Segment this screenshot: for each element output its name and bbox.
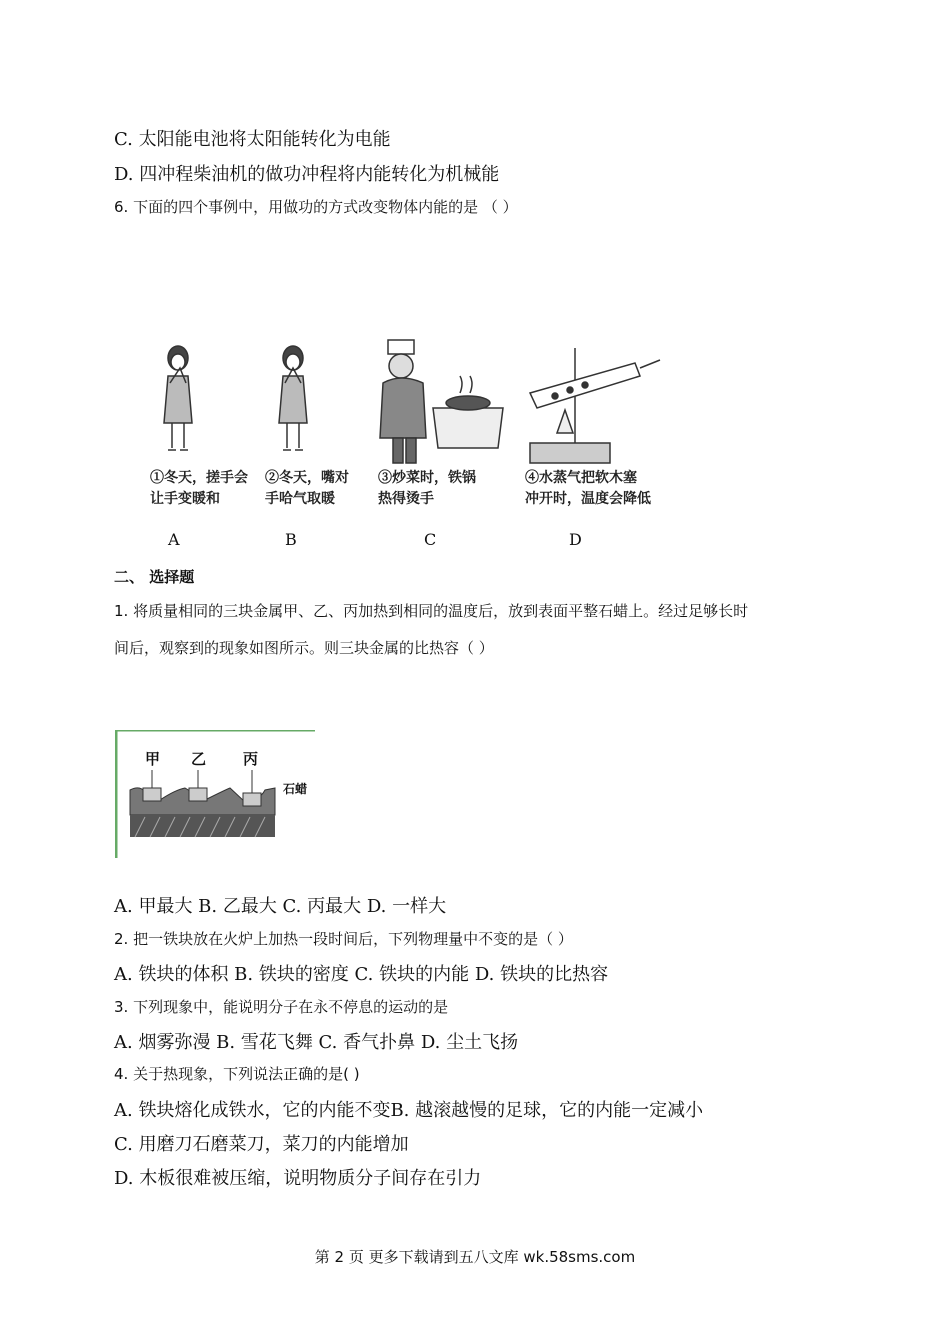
caption-a-line1: ①冬天，搓手会 xyxy=(150,470,248,486)
caption-d-line2: 冲开时，温度会降低 xyxy=(525,491,651,507)
option-d-line: D. 四冲程柴油机的做功冲程将内能转化为机械能 xyxy=(114,164,500,185)
girl-breathing-on-hands-figure xyxy=(279,346,307,450)
question-1-options: A. 甲最大 B. 乙最大 C. 丙最大 D. 一样大 xyxy=(114,896,447,917)
caption-a-line2: 让手变暖和 xyxy=(150,491,220,507)
page-footer: 第 2 页 更多下载请到五八文库 wk.58sms.com xyxy=(314,1248,636,1266)
question-4-option-c: C. 用磨刀石磨菜刀，菜刀的内能增加 xyxy=(114,1134,409,1155)
option-c-line: C. 太阳能电池将太阳能转化为电能 xyxy=(114,129,391,150)
question-3-options: A. 烟雾弥漫 B. 雪花飞舞 C. 香气扑鼻 D. 尘土飞扬 xyxy=(114,1032,519,1053)
question-4-option-ab: A. 铁块熔化成铁水，它的内能不变B. 越滚越慢的足球，它的内能一定减小 xyxy=(114,1100,704,1121)
question-3: 3. 下列现象中，能说明分子在永不停息的运动的是 xyxy=(114,998,449,1016)
question-1-line2: 间后，观察到的现象如图所示。则三块金属的比热容（ ） xyxy=(114,639,494,657)
question-4-option-d: D. 木板很难被压缩，说明物质分子间存在引力 xyxy=(114,1168,482,1189)
caption-c xyxy=(378,468,476,510)
chef-cooking-figure xyxy=(380,340,503,463)
figure-four-scenes xyxy=(150,338,670,518)
figure-metal-on-wax xyxy=(115,730,317,860)
option-letter-a: A xyxy=(168,530,180,549)
question-2-options: A. 铁块的体积 B. 铁块的密度 C. 铁块的内能 D. 铁块的比热容 xyxy=(114,964,609,985)
label-yi: 乙 xyxy=(191,750,207,768)
label-bing: 丙 xyxy=(243,750,259,768)
caption-c-line2: 热得烫手 xyxy=(378,491,434,507)
question-2: 2. 把一铁块放在火炉上加热一段时间后，下列物理量中不变的是（ ） xyxy=(114,930,573,948)
option-letter-c: C xyxy=(424,530,437,549)
caption-d-line1: ④水蒸气把软木塞 xyxy=(525,470,637,486)
label-jia: 甲 xyxy=(145,750,161,768)
section-2-heading: 二、 选择题 xyxy=(114,568,195,586)
steam-cork-apparatus-figure xyxy=(530,348,660,463)
caption-b xyxy=(265,468,349,510)
caption-c-line1: ③炒菜时，铁锅 xyxy=(378,470,476,486)
option-letter-d: D xyxy=(569,530,582,549)
girl-rubbing-hands-figure xyxy=(164,346,192,450)
caption-a xyxy=(150,468,248,510)
question-6: 6. 下面的四个事例中，用做功的方式改变物体内能的是 （ ） xyxy=(114,198,518,216)
caption-d xyxy=(525,468,651,510)
option-letter-b: B xyxy=(285,530,297,549)
question-4: 4. 关于热现象，下列说法正确的是( ) xyxy=(114,1065,360,1083)
caption-b-line2: 手哈气取暖 xyxy=(265,491,335,507)
caption-b-line1: ②冬天，嘴对 xyxy=(265,470,349,486)
question-1-line1: 1. 将质量相同的三块金属甲、乙、丙加热到相同的温度后，放到表面平整石蜡上。经过足够长时 xyxy=(114,602,749,620)
label-wax: 石蜡 xyxy=(283,782,308,796)
